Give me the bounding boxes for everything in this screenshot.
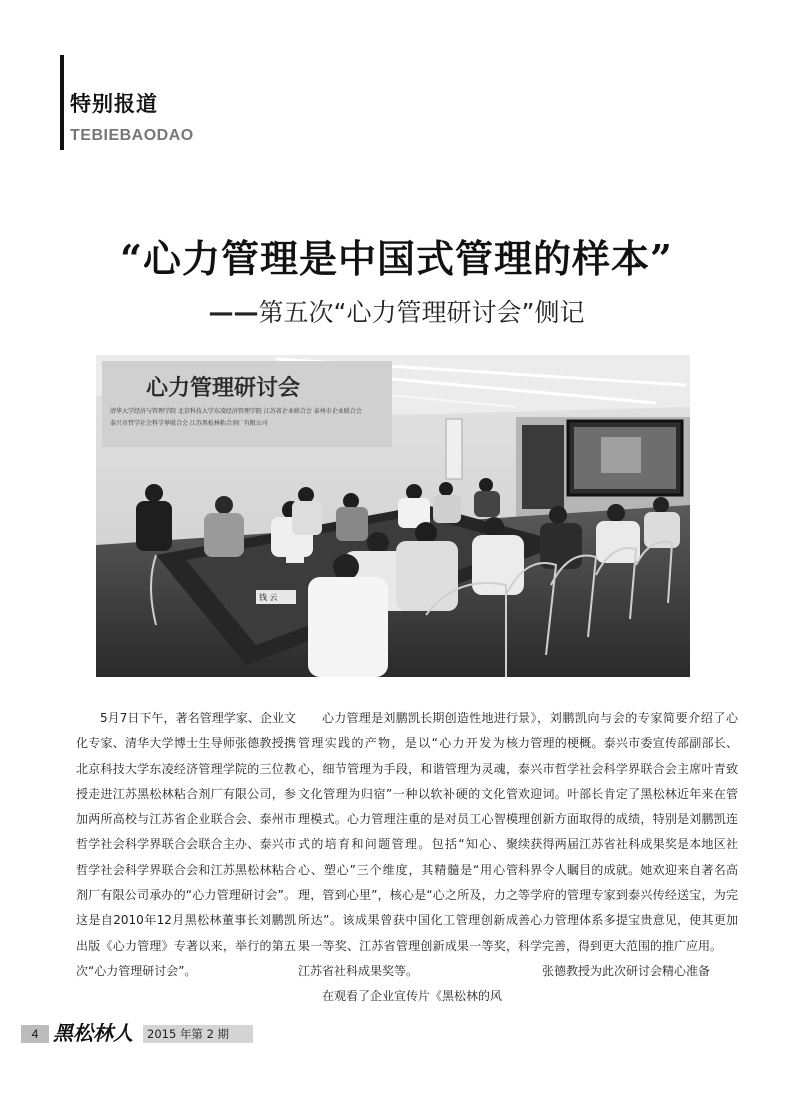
- paragraph: 张德教授为此次研讨会精心准备: [542, 963, 711, 978]
- magazine-logo: [53, 1021, 139, 1045]
- article-title: “心力管理是中国式管理的样本”: [120, 236, 673, 281]
- paragraph: 5月7日下午，著名管理学家、企业文化专家、清华大学博士生导师张德教授携北京科技大学东凌经济管理学院的三位教授走进江苏黑松林粘合剂厂有限公司，参加两所高校与江苏省企业联合会、泰州市哲学社会科学界联合会联合主办、泰兴市哲学社会科学界联合会和江苏黑松林粘合剂厂有限公司承办的“心力管理研讨会”。这是自2010年12月黑松林董事长刘鹏凯出版《心力管理》专著以来，举行的第五次“心力管理研讨会”。: [76, 711, 296, 978]
- paragraph: 景》，刘鹏凯向与会的专家简要介绍了心力管理的梗概。泰兴市委宣传部副部长、泰兴市哲学社会科学界联合会主席叶青致欢迎词。叶部长肯定了黑松林近年来在管理创新方面取得的成绩，特别是刘鹏凯连续获得两届江苏省社科成果奖是本地区社科界令人瞩目的成就。她欢迎来自著名高等学府的管理专家到泰兴传经送宝，为完善心力管理体系多提宝贵意见，使其更加科学完善，得到更大范围的推广应用。: [518, 711, 738, 953]
- issue-label: 2015 年第 2 期: [147, 1027, 230, 1041]
- text-column-1: [76, 706, 296, 984]
- banner-organizers-2: 泰兴市哲学社会科学界联合会 江苏黑松林粘合剂厂有限公司: [110, 420, 268, 427]
- section-marker-bar: [60, 55, 64, 150]
- text-column-2: [298, 706, 518, 1010]
- page-number: 4: [21, 1025, 49, 1043]
- banner-organizers-1: 清华大学经济与管理学院 北京科技大学东凌经济管理学院 江苏省企业联合会 泰州市企业联合会: [110, 408, 362, 415]
- section-title: 特别报道: [70, 92, 158, 116]
- text-column-3: [518, 706, 738, 984]
- page-footer: [21, 1021, 231, 1045]
- nameplate: 钱 云: [259, 593, 278, 602]
- article-subtitle: [0, 293, 793, 329]
- subtitle-text: 第五次“心力管理研讨会”侧记: [258, 298, 585, 327]
- banner-title: 心力管理研讨会: [146, 375, 301, 401]
- conference-photo: [96, 355, 690, 677]
- svg-text:黑松林人: 黑松林人: [53, 1021, 133, 1045]
- subtitle-dash: ——: [208, 298, 259, 327]
- paragraph: 在观看了企业宣传片《黑松林的风: [322, 989, 503, 1004]
- section-title-pinyin: TEBIEBAODAO: [70, 127, 194, 144]
- paragraph: 心力管理是刘鹏凯长期创造性地进行管理实践的产物，是以“心力开发为核心，细节管理为手段，和谐管理为灵魂，文化管理为归宿”一种以软补硬的文化管理模式。心力管理注重的是对员工心智模式的培育和问题管理。包括“知心、聚心、塑心”三个维度，其精髓是“用心管理，管到心里”，核心是“心之所及，力之所达”。该成果曾获中国化工管理创新成果一等奖、江苏省管理创新成果一等奖，江苏省社科成果奖等。: [298, 711, 518, 978]
